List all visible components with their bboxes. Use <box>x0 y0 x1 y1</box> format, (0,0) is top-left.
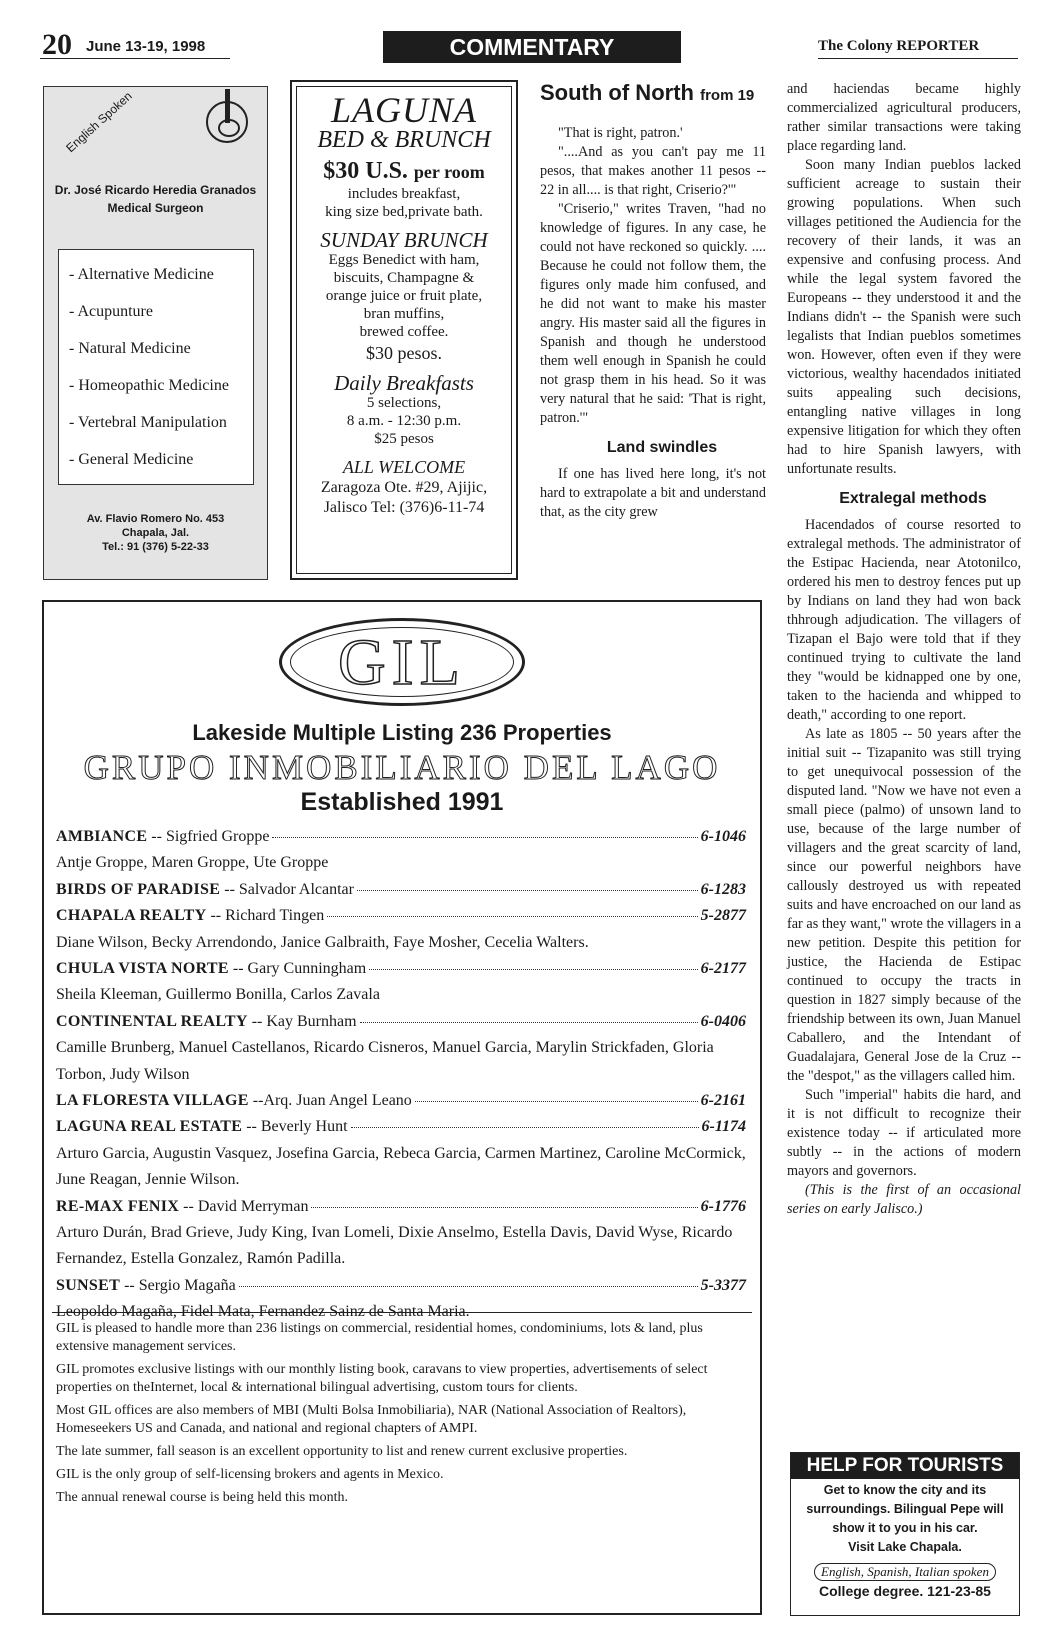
breakfast-title: Daily Breakfasts <box>334 371 474 395</box>
listing-row <box>56 903 746 929</box>
gil-ad <box>42 600 762 1615</box>
listing-office: SUNSET <box>56 1276 121 1294</box>
listing-office: CONTINENTAL REALTY <box>56 1012 248 1030</box>
subhead-extralegal: Extralegal methods <box>839 490 987 507</box>
listing-row <box>56 956 746 982</box>
listing-phone: 5-3377 <box>700 1276 746 1294</box>
listing-office: BIRDS OF PARADISE <box>56 880 221 898</box>
listing-agents: Antje Groppe, Maren Groppe, Ute Groppe <box>56 854 329 872</box>
listing-agents: Camille Brunberg, Manuel Castellanos, Ricardo Cisneros, Manuel Garcia, Marylin Strickfaden, Gloria Torbon, Judy Wilson <box>56 1039 714 1083</box>
header-rule-left <box>40 58 230 59</box>
listing-agents: Leopoldo Magaña, Fidel Mata, Fernandez Sainz de Santa Maria. <box>56 1303 470 1321</box>
brunch-price: $30 pesos. <box>366 343 442 363</box>
body-line: Visit Lake Chapala. <box>848 1540 962 1554</box>
listing-row <box>56 1009 746 1035</box>
leader-dots <box>327 916 697 917</box>
gil-listings <box>56 824 746 1326</box>
body-line: surroundings. Bilingual Pepe will <box>806 1502 1004 1516</box>
leader-dots <box>272 837 697 838</box>
brunch-line: biscuits, Champagne & <box>333 270 475 286</box>
laguna-phone: Jalisco Tel: (376)6-11-74 <box>323 499 485 516</box>
listing-contact: -- Beverly Hunt <box>246 1118 348 1136</box>
info-paragraph: Most GIL offices are also members of MBI (Multi Bolsa Inmobiliaria), NAR (National Association of Realtors), Homeseekers US and Canada, and national and regional chapters of AMPI. <box>56 1403 687 1436</box>
body-line: show it to you in his car. <box>832 1521 978 1535</box>
breakfast-line: 8 a.m. - 12:30 p.m. <box>346 413 462 429</box>
body-line: Get to know the city and its <box>823 1483 987 1497</box>
headline-text: South of North <box>540 80 694 105</box>
listing-contact: --Arq. Juan Angel Leano <box>252 1091 412 1109</box>
brunch-line: brewed coffee. <box>359 324 449 340</box>
listing-contact: -- Sergio Magaña <box>124 1276 236 1294</box>
brunch-line: orange juice or fruit plate, <box>325 288 483 304</box>
subhead-land-swindles: Land swindles <box>606 439 718 456</box>
article-column-2 <box>787 80 1021 1219</box>
paragraph: "Criserio," writes Traven, "had no knowledge of figures. In any case, he could not have reckoned so quickly. .... Because he could not follow them, the figures only made him confused, and he did not want to make his master angry. His master said all the figures in Spanish and though he understood them well enough in Spanish he could not grasp them in his head. So it was very natural that he said: 'That is right, patron.'" <box>540 201 766 426</box>
paragraph: "That is right, patron.' <box>558 125 683 141</box>
services-list <box>58 249 254 485</box>
listing-agents: Diane Wilson, Becky Arrendondo, Janice Galbraith, Faye Mosher, Cecelia Walters. <box>56 933 589 951</box>
doctor-name: Dr. José Ricardo Heredia Granados <box>54 183 257 197</box>
doctor-city: Chapala, Jal. <box>121 527 190 539</box>
laguna-address: Zaragoza Ote. #29, Ajijic, <box>320 479 488 496</box>
listing-agents: Arturo Durán, Brad Grieve, Judy King, Ivan Lomeli, Dixie Anselmo, Estella Davis, David Wyse, Ricardo Fernandez, Estella Gonzalez, Ramón Padilla. <box>56 1223 733 1268</box>
listing-office: LAGUNA REAL ESTATE <box>56 1118 243 1136</box>
doctor-title: Medical Surgeon <box>107 201 204 215</box>
listing-row <box>56 1088 746 1114</box>
languages-badge: English, Spanish, Italian spoken <box>814 1563 996 1581</box>
medical-logo-icon <box>206 101 248 143</box>
leader-dots <box>415 1101 698 1102</box>
listing-phone: 6-1776 <box>700 1197 746 1215</box>
jump-line: from 19 <box>700 87 755 104</box>
gil-divider <box>52 1312 752 1313</box>
listing-row <box>56 1194 746 1220</box>
service-item: - Natural Medicine <box>69 340 191 357</box>
paragraph: Soon many Indian pueblos lacked sufficient acreage to sustain their growing populations. When such villages petitioned the Audiencia for the recovery of their lands, it was an expensive and confusing process. And while the legal system favored the Europeans -- they understood it and the Indians didn't -- the Spanish were such legalists that Indian pueblos sometimes won. However, often even if they were victorious, wealthy hacendados initiated suits appealing such decisions, entangling native villages in long expensive litigation for which they often had to hire Spanish lawyers, with unfortunate results. <box>787 157 1021 477</box>
paragraph: Such "imperial" habits die hard, and it is not difficult to recognize their existence today -- if articulated more subtly -- in the actions of modern mayors and governors. <box>787 1087 1021 1179</box>
listing-contact: -- Kay Burnham <box>251 1012 357 1030</box>
listing-phone: 6-1046 <box>700 828 746 845</box>
info-paragraph: GIL is the only group of self-licensing brokers and agents in Mexico. <box>56 1467 444 1482</box>
publication-name: The Colony REPORTER <box>818 38 980 54</box>
gil-established: Established 1991 <box>300 788 504 816</box>
laguna-subtitle: BED & BRUNCH <box>317 127 491 153</box>
listing-contact: -- Gary Cunningham <box>232 959 367 977</box>
info-paragraph: GIL is pleased to handle more than 236 listings on commercial, residential homes, condominiums, lots & land, plus extensive management services. <box>56 1321 703 1354</box>
issue-date: June 13-19, 1998 <box>86 38 206 55</box>
leader-dots <box>360 1022 698 1023</box>
listing-contact: -- David Merryman <box>183 1197 309 1215</box>
listing-contact: -- Richard Tingen <box>210 907 325 925</box>
listing-contact: -- Sigfried Groppe <box>151 828 270 845</box>
listing-office: RE-MAX FENIX <box>56 1197 180 1215</box>
page-number: 20 <box>42 28 72 61</box>
service-item: - General Medicine <box>69 451 194 468</box>
listing-contact: -- Salvador Alcantar <box>224 880 354 898</box>
listing-office: LA FLORESTA VILLAGE <box>56 1091 249 1109</box>
paragraph: If one has lived here long, it's not hard to extrapolate a bit and understand that, as the city grew <box>540 466 766 520</box>
listing-phone: 6-1283 <box>700 880 746 898</box>
listing-row <box>56 1273 746 1299</box>
listing-office: CHULA VISTA NORTE <box>56 959 229 977</box>
info-paragraph: The annual renewal course is being held this month. <box>56 1490 348 1505</box>
service-item: - Homeopathic Medicine <box>69 377 229 394</box>
paragraph: "....And as you can't pay me 11 pesos, that makes another 11 pesos -- 22 in all.... is that right, Criserio?'" <box>540 144 766 198</box>
leader-dots <box>239 1286 698 1287</box>
listing-phone: 5-2877 <box>700 907 746 925</box>
doctor-phone: Tel.: 91 (376) 5-22-33 <box>102 541 209 553</box>
article-column-1 <box>540 124 766 522</box>
gil-logo-text: GIL <box>338 626 466 699</box>
paragraph: and haciendas became highly commercialized agricultural producers, rather similar transactions were taking place regarding land. <box>787 81 1021 154</box>
gil-info <box>56 1320 746 1512</box>
leader-dots <box>311 1207 697 1208</box>
brunch-line: Eggs Benedict with ham, <box>328 252 480 268</box>
article-headline <box>540 80 754 106</box>
paragraph: As late as 1805 -- 50 years after the initial suit -- Tizapanito was still trying to get unequivocal possession of the disputed land. "Now we have not even a small piece (palmo) of unsown land to use, because of the large number of villagers and the great scarcity of land, since our powerful neighbors have callously destroyed us with repeated suits and have encroached on our land as far as they want," wrote the villagers in a new petition. Despite this petition for justice, the Hacienda de Estipac continued to occupy the tracts in question in 1827 simply because of the friendship between its own, Juan Manuel Caballero, and the Intendant of Guadalajara, General Jose de la Cruz -- the "despot," as the villagers called him. <box>787 726 1021 1084</box>
leader-dots <box>369 969 697 970</box>
room-price <box>297 158 511 185</box>
listing-phone: 6-2161 <box>700 1091 746 1109</box>
laguna-name: LAGUNA <box>330 90 477 130</box>
service-item: - Alternative Medicine <box>69 266 214 283</box>
breakfast-line: 5 selections, <box>366 395 442 411</box>
listing-office: CHAPALA REALTY <box>56 907 207 925</box>
breakfast-line: $25 pesos <box>374 431 434 447</box>
listing-agents: Arturo Garcia, Augustin Vasquez, Josefina Garcia, Rebeca Garcia, Carmen Martinez, Caroline McCormick, June Reagan, Jennie Wilson. <box>56 1144 746 1189</box>
brunch-line: bran muffins, <box>363 306 445 322</box>
doctor-address: Av. Flavio Romero No. 453 <box>86 513 225 525</box>
tourists-body <box>791 1481 1019 1557</box>
info-paragraph: GIL promotes exclusive listings with our monthly listing book, caravans to view properties, advertisements of select properties on theInternet, local & international bilingual advertising, custom tours for clients. <box>56 1362 708 1395</box>
section-title: COMMENTARY <box>383 31 681 63</box>
includes-line: king size bed,private bath. <box>325 204 483 220</box>
leader-dots <box>351 1127 699 1128</box>
listing-phone: 6-0406 <box>700 1012 746 1030</box>
listing-row <box>56 877 746 903</box>
listing-row <box>56 824 746 850</box>
listing-office: AMBIANCE <box>56 828 148 845</box>
leader-dots <box>357 890 698 891</box>
service-item: - Acupunture <box>69 303 153 320</box>
listing-phone: 6-2177 <box>700 959 746 977</box>
listing-row <box>56 1114 746 1140</box>
paragraph: Hacendados of course resorted to extralegal methods. The administrator of the Estipac Hacienda, near Atotonilco, ordered his men to destroy fences put up by Indians on land they had won back thhrough adjudication. The villagers of Tizapan el Bajo were told that if they continued trying to cultivate the land they "would be kidnapped one by one, taken to the hacienda and whipped to death," according to one report. <box>787 517 1021 723</box>
tourists-ad <box>790 1452 1020 1616</box>
gil-logo <box>279 618 525 706</box>
header-rule-right <box>818 58 1018 59</box>
brunch-title: SUNDAY BRUNCH <box>320 228 488 252</box>
tourists-title: HELP FOR TOURISTS <box>791 1453 1019 1479</box>
listing-agents: Sheila Kleeman, Guillermo Bonilla, Carlos Zavala <box>56 986 380 1004</box>
service-item: - Vertebral Manipulation <box>69 414 227 431</box>
listing-phone: 6-1174 <box>701 1118 746 1136</box>
gil-company-name: GRUPO INMOBILIARIO DEL LAGO <box>83 748 721 787</box>
gil-tagline: Lakeside Multiple Listing 236 Properties <box>192 720 612 745</box>
doctor-ad <box>43 86 268 580</box>
english-spoken-badge: English Spoken <box>63 88 135 156</box>
laguna-ad <box>290 80 518 580</box>
series-note: (This is the first of an occasional series on early Jalisco.) <box>787 1182 1021 1217</box>
includes-line: includes breakfast, <box>347 186 461 202</box>
welcome-line: ALL WELCOME <box>342 457 466 477</box>
info-paragraph: The late summer, fall season is an excellent opportunity to list and renew current exclusive properties. <box>56 1444 628 1459</box>
tourists-contact: College degree. 121-23-85 <box>819 1583 991 1599</box>
price-amount: $30 U.S. <box>323 158 408 184</box>
price-unit: per room <box>413 162 485 182</box>
